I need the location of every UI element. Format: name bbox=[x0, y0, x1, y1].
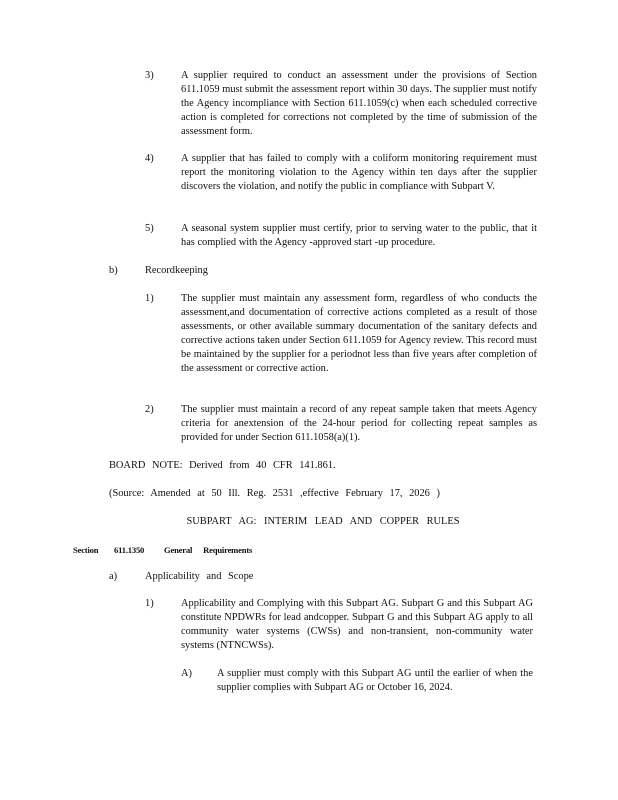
board-note: BOARD NOTE: Derived from 40 CFR 141.861. bbox=[109, 460, 336, 471]
subsection-b-heading: Recordkeeping bbox=[145, 265, 208, 276]
item-3-number: 3) bbox=[145, 70, 154, 81]
item-b2-text: The supplier must maintain a record of any repeat sample taken that meets Agency criteria for anextension of the 24-hour period for collecting repeat samples as provided for under Section 611.1058(a)(1). bbox=[181, 404, 537, 443]
subsection-a-letter: a) bbox=[109, 571, 118, 582]
section-title: General Requirements bbox=[164, 545, 253, 555]
item-a1-A-letter: A) bbox=[181, 668, 192, 679]
section-number: 611.1350 bbox=[114, 545, 145, 555]
subsection-a-heading: Applicability and Scope bbox=[145, 571, 254, 582]
item-5-text: A seasonal system supplier must certify, prior to serving water to the public, that it has complied with the Agency -approved start -up procedure. bbox=[181, 223, 537, 248]
item-b2-number: 2) bbox=[145, 404, 154, 415]
item-3-text: A supplier required to conduct an assessment under the provisions of Section 611.1059 must submit the assessment report within 30 days. The supplier must notify the Agency incompliance with Section 611.1059(c) when each scheduled corrective action is completed for corrections not completed by the time of submission of the assessment form. bbox=[181, 70, 537, 137]
section-label: Section bbox=[73, 545, 99, 555]
item-5-number: 5) bbox=[145, 223, 154, 234]
subpart-heading: SUBPART AG: INTERIM LEAD AND COPPER RULES bbox=[186, 516, 460, 527]
item-4-text: A supplier that has failed to comply with a coliform monitoring requirement must report the monitoring violation to the Agency within ten days after the supplier discovers the violation, and notify the public in compliance with Subpart V. bbox=[181, 153, 537, 192]
item-a1-number: 1) bbox=[145, 598, 154, 609]
item-a1-text: Applicability and Complying with this Subpart AG. Subpart G and this Subpart AG constitute NPDWRs for lead andcopper. Subpart G and this Subpart AG apply to all community water systems (CWSs) and non-transient, non-community water systems (NTNCWSs). bbox=[181, 598, 533, 651]
item-a1-A-text: A supplier must comply with this Subpart AG until the earlier of when the supplier complies with Subpart AG or October 16, 2024. bbox=[217, 668, 533, 693]
item-b1-number: 1) bbox=[145, 293, 154, 304]
source-note: (Source: Amended at 50 Ill. Reg. 2531 ,effective February 17, 2026 ) bbox=[109, 488, 440, 499]
item-4-number: 4) bbox=[145, 153, 154, 164]
item-b1-text: The supplier must maintain any assessment form, regardless of who conducts the assessment,and documentation of corrective actions completed as a result of those assessments, or other available summary documentation of the sanitary defects and corrective actions taken under Section 611.1059 for Agency review. This record must be maintained by the supplier for a periodnot less than five years after completion of the assessment or corrective action. bbox=[181, 293, 537, 374]
subsection-b-letter: b) bbox=[109, 265, 118, 276]
